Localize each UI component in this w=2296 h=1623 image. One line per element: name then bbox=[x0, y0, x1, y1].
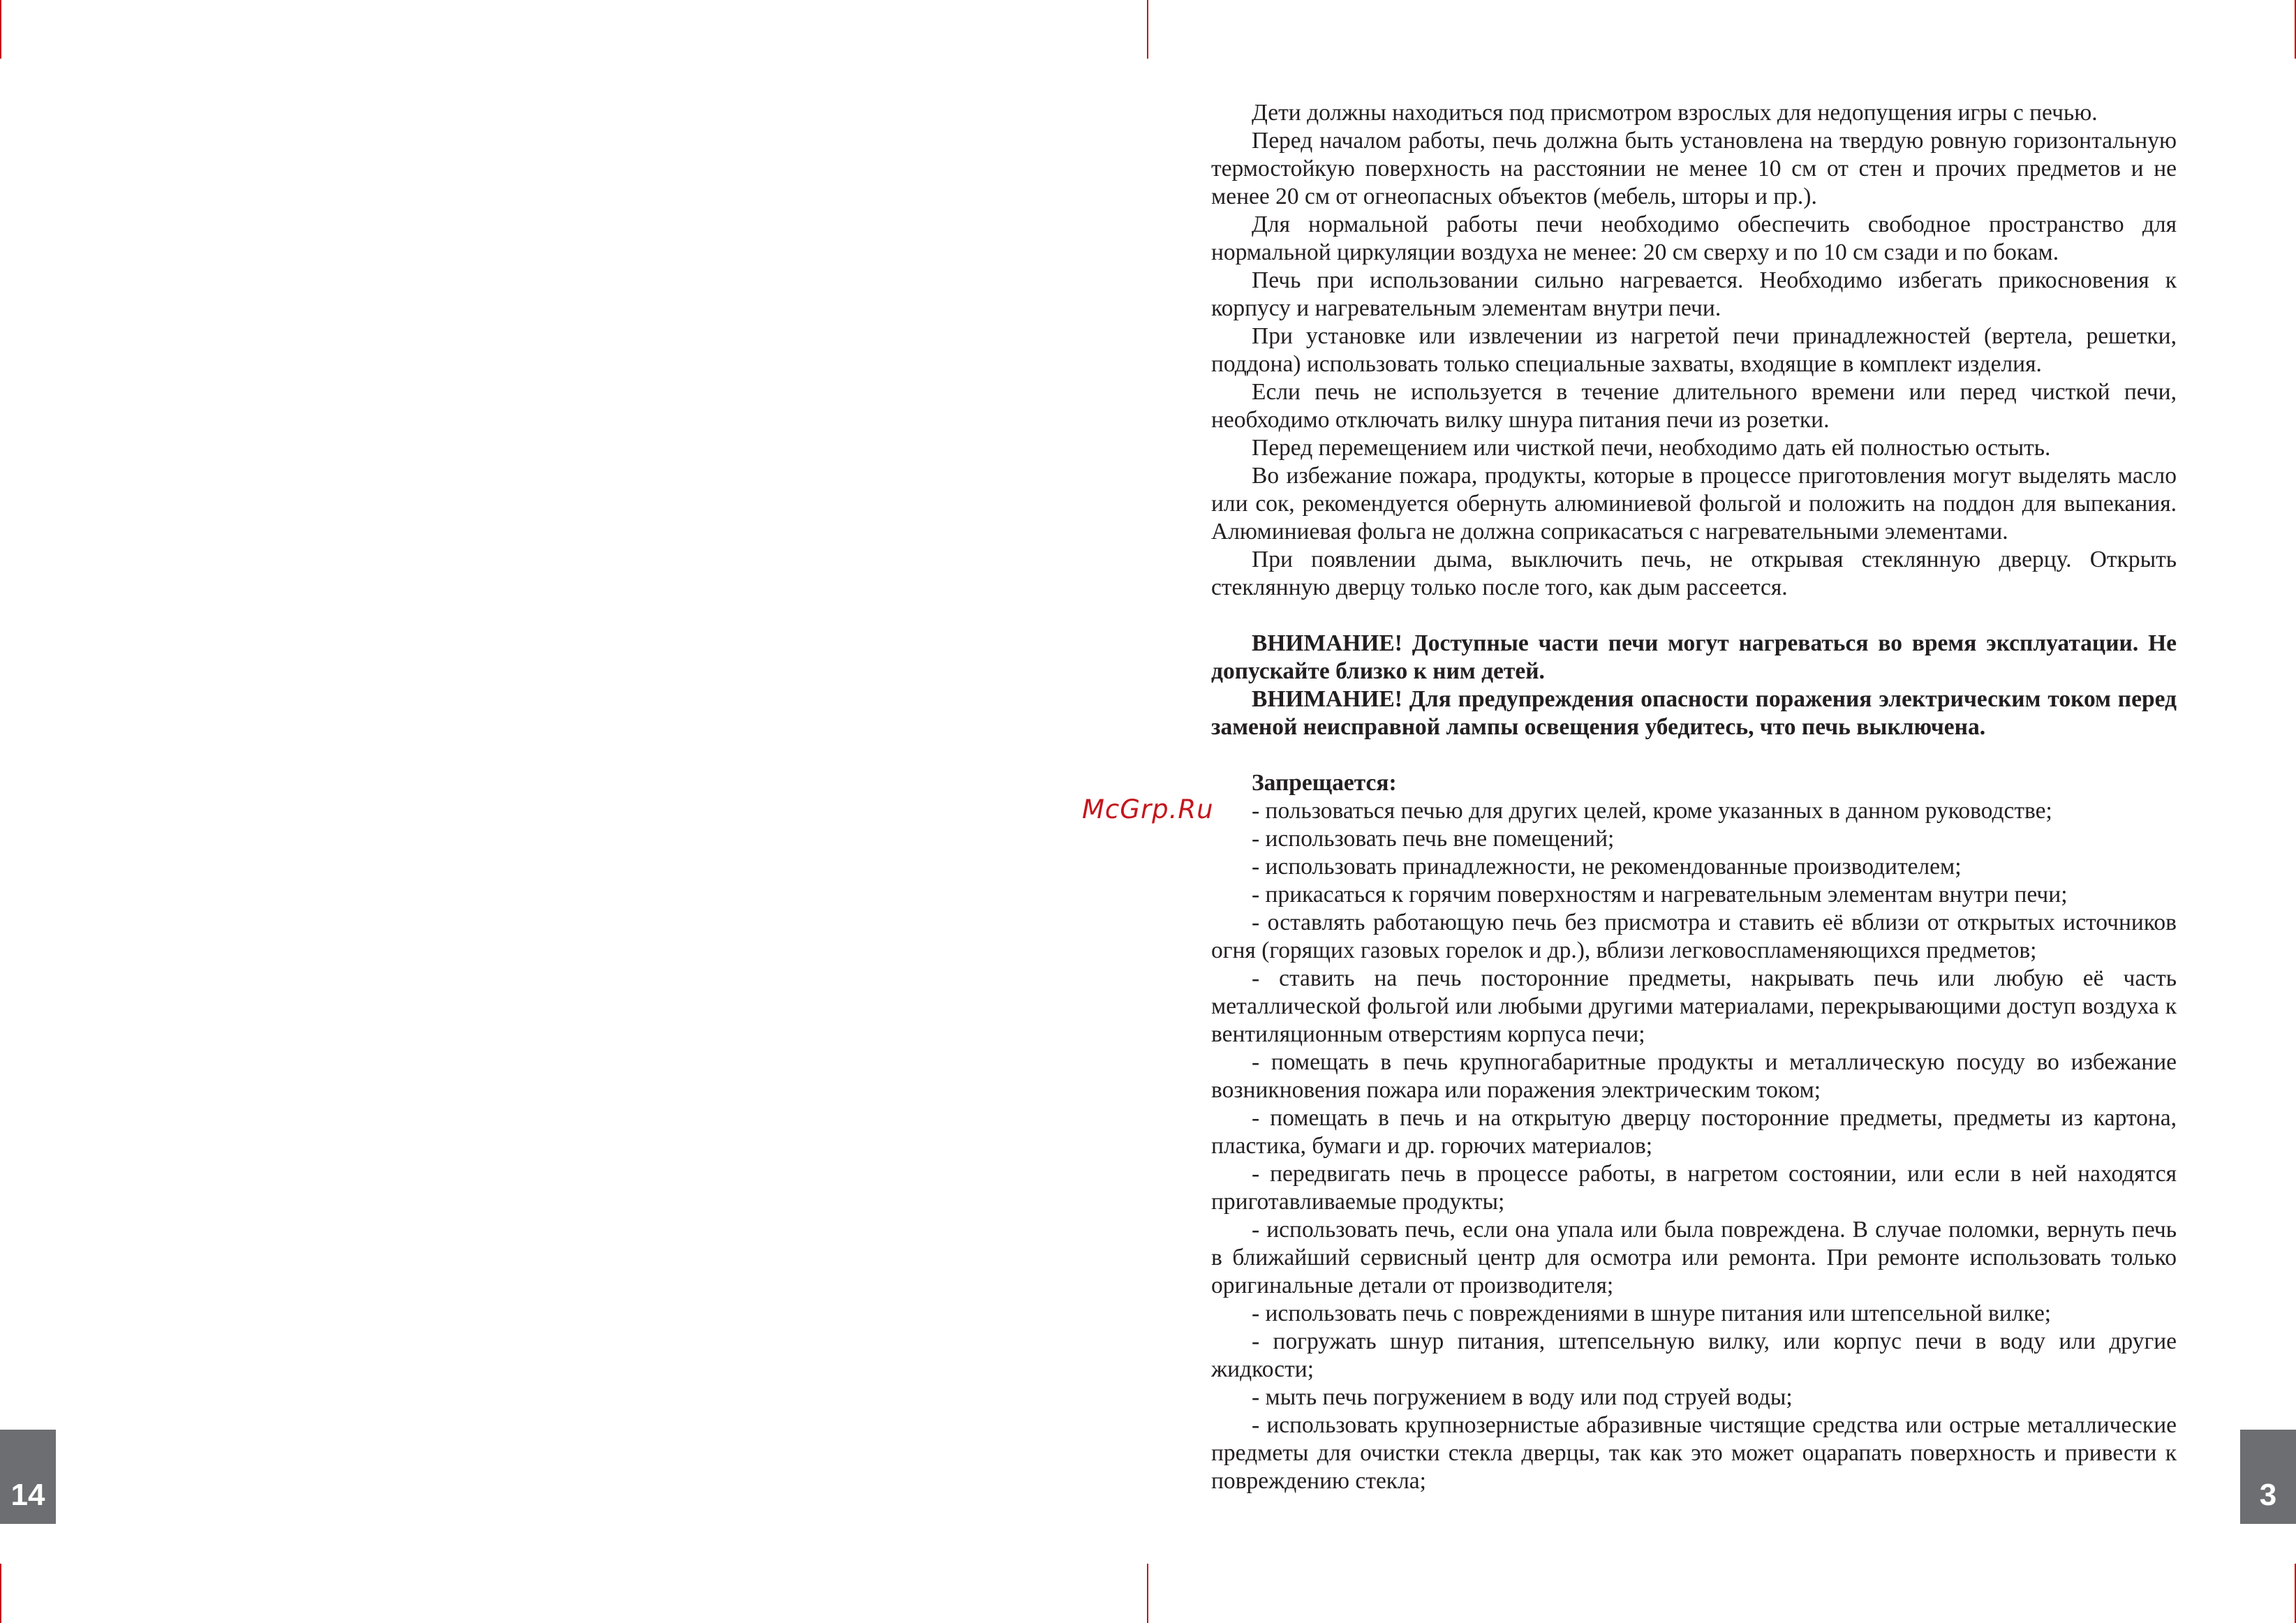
paragraph: Дети должны находиться под присмотром взрослых для недопущения игры с печью. bbox=[1252, 100, 2098, 126]
list-item: - прикасаться к горячим поверхностям и нагревательным элементам внутри печи; bbox=[1252, 882, 2068, 907]
list-item: - использовать печь с повреждениями в шнуре питания или штепсельной вилке; bbox=[1252, 1300, 2052, 1326]
page-number-left: 14 bbox=[0, 1430, 56, 1524]
watermark: McGrp.Ru bbox=[1082, 794, 1214, 824]
page-number-right: 3 bbox=[2240, 1430, 2296, 1524]
paragraph: При появлении дыма, выключить печь, не открывая стеклянную дверцу. Открыть стеклянную дверцу только после того, как дым рассеется. bbox=[1211, 547, 2177, 600]
list-item: - оставлять работающую печь без присмотра и ставить её вблизи от открытых источников огня (горящих газовых горелок и др.), вблизи легковоспламеняющихся предметов; bbox=[1211, 910, 2177, 963]
crop-mark-top-left bbox=[0, 0, 1, 59]
prohibited-heading: Запрещается: bbox=[1252, 770, 1397, 796]
list-item: - погружать шнур питания, штепсельную вилку, или корпус печи в воду или другие жидкости; bbox=[1211, 1328, 2177, 1382]
paragraph: Если печь не используется в течение длительного времени или перед чисткой печи, необходимо отключать вилку шнура питания печи из розетки. bbox=[1211, 379, 2177, 433]
list-item: - помещать в печь и на открытую дверцу посторонние предметы, предметы из картона, пластика, бумаги и др. горючих материалов; bbox=[1211, 1105, 2177, 1159]
warnings-section bbox=[1211, 630, 2177, 741]
paragraph: При установке или извлечении из нагретой печи принадлежностей (вертела, решетки, поддона) использовать только специальные захваты, входящие в комплект изделия. bbox=[1211, 323, 2177, 377]
list-item: - использовать печь, если она упала или была повреждена. В случае поломки, вернуть печь в ближайший сервисный центр для осмотра или ремонта. При ремонте использовать только оригинальные детали от производителя; bbox=[1211, 1217, 2177, 1298]
prohibited-section bbox=[1211, 769, 2177, 1495]
warning-paragraph: ВНИМАНИЕ! Для предупреждения опасности поражения электрическим током перед заменой неисправной лампы освещения убедитесь, что печь выключена. bbox=[1211, 686, 2177, 740]
crop-mark-bottom-center bbox=[1147, 1564, 1148, 1623]
safety-section bbox=[1211, 99, 2177, 602]
list-item: - ставить на печь посторонние предметы, накрывать печь или любую её часть металлической фольгой или любыми другими материалами, перекрывающими доступ воздуха к вентиляционным отверстиям корпуса печи; bbox=[1211, 965, 2177, 1047]
paragraph: Для нормальной работы печи необходимо обеспечить свободное пространство для нормальной циркуляции воздуха не менее: 20 см сверху и по 10 см сзади и по бокам. bbox=[1211, 212, 2177, 265]
paragraph: Во избежание пожара, продукты, которые в процессе приготовления могут выделять масло или сок, рекомендуется обернуть алюминиевой фольгой и положить на поддон для выпекания. Алюминиевая фольга не должна соприкасаться с нагревательными элементами. bbox=[1211, 463, 2177, 544]
instructions-text bbox=[1211, 99, 2177, 1495]
list-item: - использовать принадлежности, не рекомендованные производителем; bbox=[1252, 854, 1962, 880]
crop-mark-top-center bbox=[1147, 0, 1148, 59]
paragraph: Печь при использовании сильно нагревается. Необходимо избегать прикосновения к корпусу и нагревательным элементам внутри печи. bbox=[1211, 267, 2177, 321]
list-item: - пользоваться печью для других целей, кроме указанных в данном руководстве; bbox=[1252, 798, 2052, 824]
warning-paragraph: ВНИМАНИЕ! Доступные части печи могут нагреваться во время эксплуатации. Не допускайте близко к ним детей. bbox=[1211, 630, 2177, 684]
list-item: - использовать печь вне помещений; bbox=[1252, 826, 1615, 852]
paragraph: Перед началом работы, печь должна быть установлена на твердую ровную горизонтальную термостойкую поверхность на расстоянии не менее 10 см от стен и прочих предметов и не менее 20 см от огнеопасных объектов (мебель, шторы и пр.). bbox=[1211, 128, 2177, 209]
crop-mark-bottom-left bbox=[0, 1564, 1, 1623]
paragraph: Перед перемещением или чисткой печи, необходимо дать ей полностью остыть. bbox=[1252, 435, 2051, 461]
list-item: - передвигать печь в процессе работы, в нагретом состоянии, или если в ней находятся приготавливаемые продукты; bbox=[1211, 1161, 2177, 1215]
list-item: - мыть печь погружением в воду или под струей воды; bbox=[1252, 1384, 1793, 1410]
list-item: - использовать крупнозернистые абразивные чистящие средства или острые металлические предметы для очистки стекла дверцы, так как это может оцарапать поверхность и привести к повреждению стекла; bbox=[1211, 1412, 2177, 1494]
list-item: - помещать в печь крупногабаритные продукты и металлическую посуду во избежание возникновения пожара или поражения электрическим током; bbox=[1211, 1049, 2177, 1103]
